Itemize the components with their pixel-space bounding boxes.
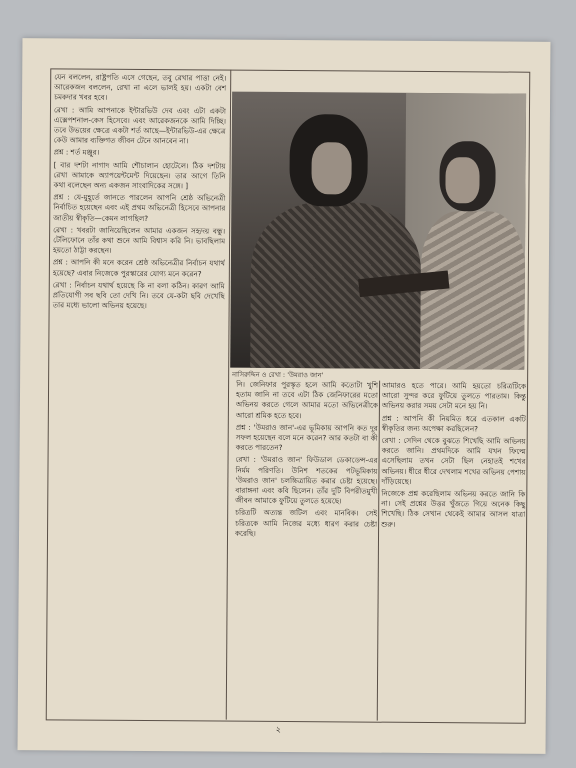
paragraph: প্রশ্ন : আপনি কী মনে করেন শ্রেষ্ঠ অভিনেত্রীর নির্বাচন যথার্থ হয়েছে? এবার নিজেকে পুরস্কারের যোগ্য মনে করেন?: [52, 257, 225, 279]
paragraph: রেখা : আমি আপনাকে ইন্টারভিউ দেব এবং এটা একটা এক্সেপশনাল-কেস হিসেবে। এবং আরেকজনকে আমি দিচ্ছি। তবে উভয়ের ক্ষেত্রে একটা শর্ত আছে—ইন্টারভিউ-এর ক্ষেত্রে কেউ আমার ব্যক্তিগত জীবন টেনে আনবেন না।: [53, 104, 227, 146]
paragraph: নিজেকে প্রশ্ন করেছিলাম অভিনয় করতে জানি কি না। সেই প্রশ্নের উত্তর খুঁজতে গিয়ে অনেক কিছু শিখেছি। ঠিক সেখান থেকেই আমার আসল যাত্রা শুরু।: [381, 488, 526, 529]
paragraph: রেখা : খবরটা জানিয়েছিলেন আমার একজন সহৃদয় বন্ধু। টেলিফোনে তাঁর কথা শুনে আমি বিশ্বাস করি নি। ভাবছিলাম হয়তো ঠাট্টা করছেন।: [52, 225, 226, 256]
paragraph: যেন বললেন, রাষ্ট্রপতি এসে গেছেন, তবু রেখার পাত্তা নেই। আরেকজন বললেন, রেখা না এলে ভালই হয়। একটা বেশ চমকদার খবর হবে।: [54, 72, 227, 103]
paragraph: রেখা : নির্বাচন যথার্থ হয়েছে কি না বলা কঠিন। কারণ আমি প্রতিযোগী সব ছবি তো দেখি নি। তবে যে-কটা ছবি দেখেছি তার মধ্যে ভালো অভিনয় হয়েছে।: [52, 280, 225, 311]
paragraph: প্রশ্ন : 'উমরাও জান'-এর ভূমিকায় আপনি কত দূর সফল হয়েছেন বলে মনে করেন? আর কতটা বা কী করতে পারতেন?: [235, 422, 378, 453]
paragraph: আমারও হতে পারে। আমি হয়তো চরিত্রটিকে আরো সুন্দর করে ফুটিয়ে তুলতে পারতাম। কিন্তু অভিনয় করার সময় সেটা মনে হয় নি।: [381, 380, 527, 411]
paragraph: নি। জেনিফার পুরস্কৃত হলে আমি কতোটা খুশি হতাম জানি না তবে এটা ঠিক জেনিফারের মতো অভিনয় করতে গেলে আমার মতো অভিনেত্রীকে আরো শ্রমিক হতে হবে।: [235, 379, 379, 420]
text-column-right: [380, 381, 526, 716]
photo-woman-body: [420, 211, 525, 370]
paragraph: [ বার দশটা নাগাদ আমি শৌচালান হোটেলে। ঠিক দশটায় রেখা আমাকে অ্যাপয়েন্টমেন্ট দিয়েছেন। তার আগে তিনি কথা বলেছেন অন্য একজন সাংবাদিকের সঙ্গে। ]: [53, 160, 226, 191]
paragraph: প্রশ্ন : যে-মুহূর্তে জানতে পারলেন আপনি শ্রেষ্ঠ অভিনেত্রী নির্বাচিত হয়েছেন এবং এই প্রথম অভিনেত্রী হিসেবে আপনার জাতীয় স্বীকৃতি—কেমন লাগছিল?: [53, 192, 226, 223]
photo-man-face: [311, 142, 351, 194]
paragraph: প্রশ্ন : আপনি কী নিয়মিত ধরে এতকাল একটি স্বীকৃতির জন্য অপেক্ষা করছিলেন?: [381, 413, 526, 434]
page-number: ২: [275, 724, 281, 734]
paragraph: চরিত্রটি অত্যন্ত জটিল এবং মানবিক। সেই চরিত্রকে আমি নিজের মধ্যে ধারণ করার চেষ্টা করেছি।: [235, 508, 378, 538]
paragraph: রেখা : সেদিন থেকে বুঝতে শিখেছি আমি অভিনয় করতে জানি। প্রথমদিকে আমি যখন ফিল্মে এসেছিলাম তখন সেটা ছিল নেহাতই শখের অভিনয়। ধীরে ধীরে দেখলাম শখের অভিনয় পেশায় দাঁড়িয়েছে।: [381, 435, 526, 486]
text-column-left: [50, 72, 226, 715]
photo-caption: নাসিরুদ্দিন ও রেখা : 'উমরাও জান': [232, 370, 324, 380]
photo-woman-face: [445, 157, 479, 203]
magazine-page: [18, 38, 551, 754]
paragraph: রেখা : 'উমরাও জান' ফিউডাল ডেকাডেন্স-এর নির্মম পরিণতি। উনিশ শতকের পটভূমিকায় 'উমরাও জান' চলচ্চিত্রায়িত করার চেষ্টা হয়েছে। বারাঙ্গনা এবং কবি ছিলেন। তাঁর দুটি বিপরীতমুখী জীবন আমাকে ফুটিয়ে তুলতে হয়েছে।: [235, 455, 378, 506]
film-still-photo: [230, 92, 526, 370]
paragraph: প্রশ্ন : শর্ত মঞ্জুর।: [53, 147, 100, 158]
text-column-middle: [234, 380, 378, 715]
